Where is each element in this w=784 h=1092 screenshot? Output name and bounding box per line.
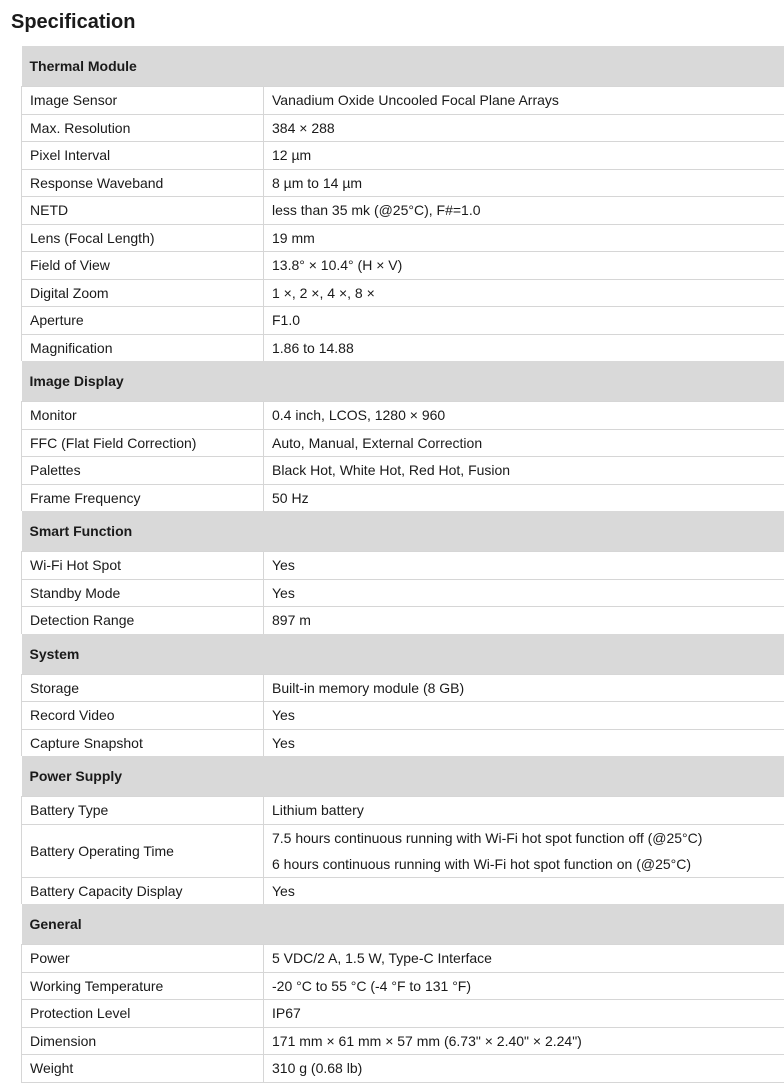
- spec-table-body: [22, 46, 784, 1082]
- spec-row: [22, 87, 784, 115]
- section-header: [22, 511, 784, 552]
- spec-label: Battery Type: [22, 797, 264, 825]
- spec-value: Lithium battery: [264, 797, 784, 825]
- spec-label: Digital Zoom: [22, 279, 264, 307]
- section-title: Image Display: [22, 361, 784, 402]
- spec-value: Yes: [264, 729, 784, 756]
- section-header: [22, 756, 784, 797]
- spec-row: [22, 607, 784, 634]
- spec-row: [22, 252, 784, 280]
- spec-label: Detection Range: [22, 607, 264, 634]
- spec-value-line: 7.5 hours continuous running with Wi-Fi hot spot function off (@25°C): [272, 829, 703, 846]
- spec-value: 0.4 inch, LCOS, 1280 × 960: [264, 402, 784, 430]
- spec-label: Standby Mode: [22, 579, 264, 607]
- spec-row: [22, 169, 784, 197]
- spec-value: IP67: [264, 1000, 784, 1028]
- spec-label: Response Waveband: [22, 169, 264, 197]
- section-title: Thermal Module: [22, 46, 784, 87]
- section-header: [22, 361, 784, 402]
- spec-value: 1 ×, 2 ×, 4 ×, 8 ×: [264, 279, 784, 307]
- spec-label: Monitor: [22, 402, 264, 430]
- spec-value: 171 mm × 61 mm × 57 mm (6.73" × 2.40" × 2.24"): [264, 1027, 784, 1055]
- spec-row: [22, 552, 784, 580]
- spec-label: Working Temperature: [22, 972, 264, 1000]
- spec-row: [22, 307, 784, 335]
- spec-label: Max. Resolution: [22, 114, 264, 142]
- spec-label: Image Sensor: [22, 87, 264, 115]
- spec-value: 13.8° × 10.4° (H × V): [264, 252, 784, 280]
- spec-table: [21, 46, 784, 1083]
- spec-value: Yes: [264, 552, 784, 580]
- spec-row: [22, 797, 784, 825]
- spec-value: 19 mm: [264, 224, 784, 252]
- spec-label: Magnification: [22, 334, 264, 361]
- spec-label: Protection Level: [22, 1000, 264, 1028]
- spec-value-line: 6 hours continuous running with Wi-Fi hot spot function on (@25°C): [272, 855, 692, 872]
- spec-row: [22, 197, 784, 225]
- spec-row: [22, 1055, 784, 1083]
- spec-label: NETD: [22, 197, 264, 225]
- spec-value: Yes: [264, 702, 784, 730]
- spec-label: Palettes: [22, 457, 264, 485]
- spec-value: 310 g (0.68 lb): [264, 1055, 784, 1083]
- spec-row: [22, 972, 784, 1000]
- spec-label: Battery Operating Time: [22, 824, 264, 877]
- spec-label: Weight: [22, 1055, 264, 1083]
- spec-row: [22, 484, 784, 511]
- spec-row: [22, 224, 784, 252]
- spec-row: [22, 457, 784, 485]
- spec-label: Power: [22, 945, 264, 973]
- spec-value: Black Hot, White Hot, Red Hot, Fusion: [264, 457, 784, 485]
- spec-value: 8 µm to 14 µm: [264, 169, 784, 197]
- spec-label: Storage: [22, 674, 264, 702]
- spec-label: Wi-Fi Hot Spot: [22, 552, 264, 580]
- spec-label: FFC (Flat Field Correction): [22, 429, 264, 457]
- section-title: System: [22, 634, 784, 675]
- spec-value: Yes: [264, 579, 784, 607]
- spec-row: [22, 114, 784, 142]
- spec-value: [264, 824, 784, 877]
- spec-value: 897 m: [264, 607, 784, 634]
- spec-value: -20 °C to 55 °C (-4 °F to 131 °F): [264, 972, 784, 1000]
- spec-value: 5 VDC/2 A, 1.5 W, Type-C Interface: [264, 945, 784, 973]
- spec-row: [22, 729, 784, 756]
- spec-row: [22, 674, 784, 702]
- spec-value: 384 × 288: [264, 114, 784, 142]
- spec-row: [22, 824, 784, 877]
- spec-row: [22, 1000, 784, 1028]
- spec-label: Battery Capacity Display: [22, 877, 264, 904]
- spec-value: Built-in memory module (8 GB): [264, 674, 784, 702]
- spec-label: Record Video: [22, 702, 264, 730]
- spec-label: Pixel Interval: [22, 142, 264, 170]
- section-header: [22, 46, 784, 87]
- section-title: General: [22, 904, 784, 945]
- spec-label: Field of View: [22, 252, 264, 280]
- spec-label: Frame Frequency: [22, 484, 264, 511]
- spec-row: [22, 279, 784, 307]
- spec-value: 1.86 to 14.88: [264, 334, 784, 361]
- spec-value: Vanadium Oxide Uncooled Focal Plane Arrays: [264, 87, 784, 115]
- spec-row: [22, 402, 784, 430]
- section-title: Power Supply: [22, 756, 784, 797]
- spec-row: [22, 142, 784, 170]
- spec-value: 50 Hz: [264, 484, 784, 511]
- spec-value: 12 µm: [264, 142, 784, 170]
- spec-row: [22, 334, 784, 361]
- spec-row: [22, 877, 784, 904]
- spec-value: F1.0: [264, 307, 784, 335]
- section-header: [22, 634, 784, 675]
- spec-label: Dimension: [22, 1027, 264, 1055]
- spec-label: Capture Snapshot: [22, 729, 264, 756]
- section-header: [22, 904, 784, 945]
- spec-row: [22, 702, 784, 730]
- spec-row: [22, 579, 784, 607]
- spec-row: [22, 1027, 784, 1055]
- spec-value: Auto, Manual, External Correction: [264, 429, 784, 457]
- spec-label: Aperture: [22, 307, 264, 335]
- section-title: Smart Function: [22, 511, 784, 552]
- spec-value: less than 35 mk (@25°C), F#=1.0: [264, 197, 784, 225]
- spec-label: Lens (Focal Length): [22, 224, 264, 252]
- page-title: Specification: [11, 11, 136, 33]
- spec-value: Yes: [264, 877, 784, 904]
- spec-row: [22, 945, 784, 973]
- spec-row: [22, 429, 784, 457]
